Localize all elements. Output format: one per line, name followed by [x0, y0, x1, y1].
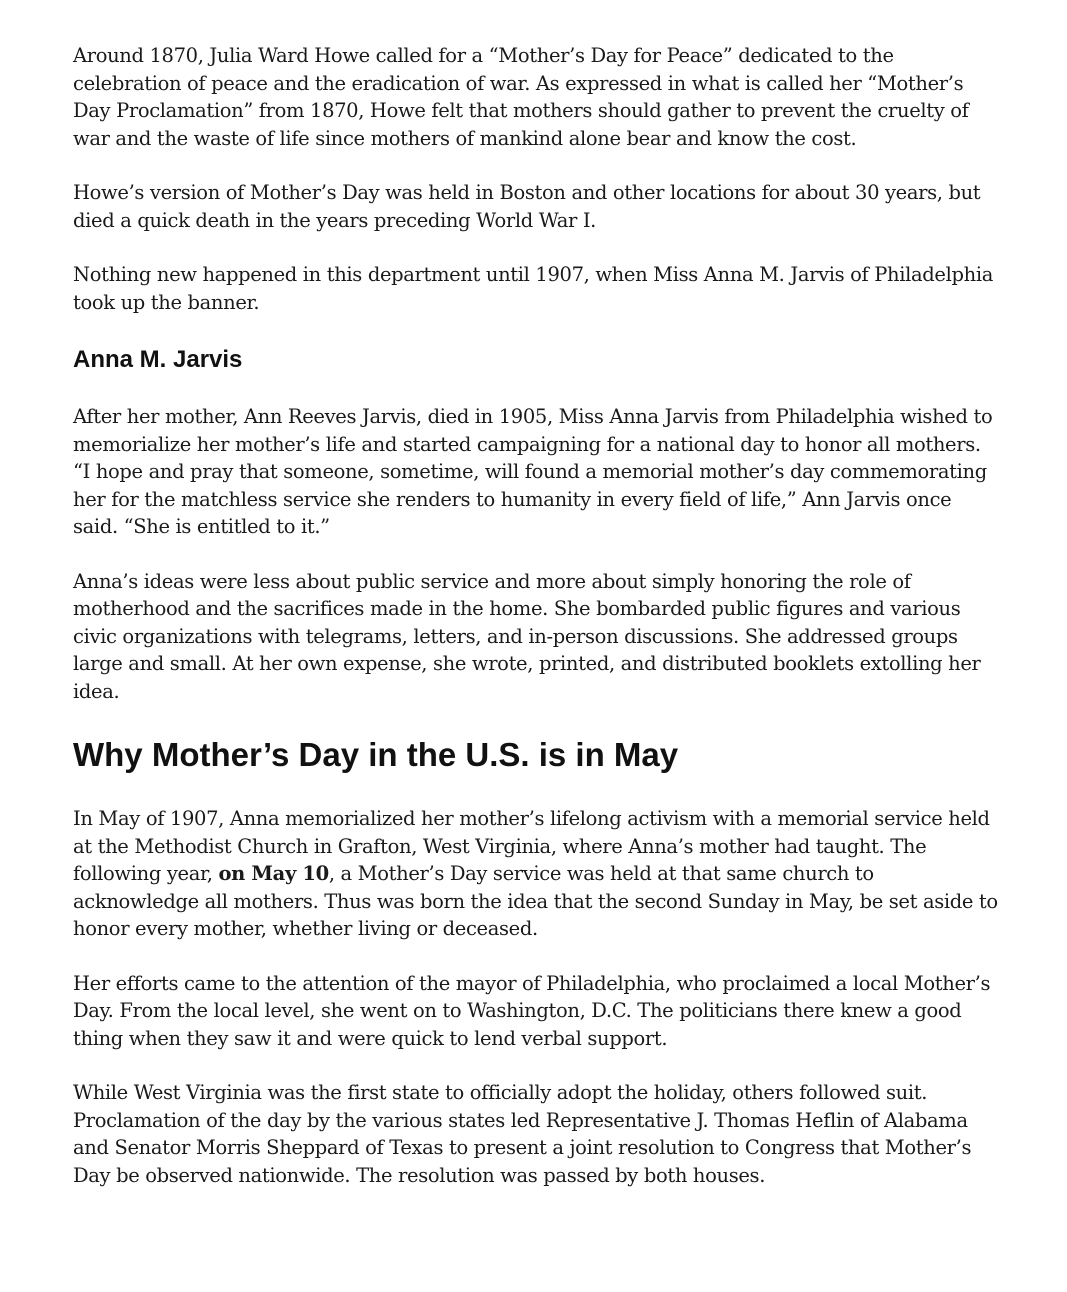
paragraph-may-1907 [73, 805, 998, 943]
paragraph-mayor-philadelphia: Her efforts came to the attention of the mayor of Philadelphia, who proclaimed a local Mother’s Day. From the local level, she went on to Washington, D.C. The politicians there knew a good thing when they saw it and were quick to lend verbal support. [73, 971, 991, 1050]
paragraph-anna-ideas: Anna’s ideas were less about public service and more about simply honoring the role of motherhood and the sacrifices made in the home. She bombarded public figures and various civic organizations with telegrams, letters, and in-person discussions. She addressed groups large and small. At her own expense, she wrote, printed, and distributed booklets extolling her idea. [73, 569, 981, 703]
paragraph-west-virginia: While West Virginia was the first state to officially adopt the holiday, others followed suit. Proclamation of the day by the various states led Representative J. Thomas Heflin of Alabama and Senator Morris Sheppard of Texas to present a joint resolution to Congress that Mother’s Day be observed nationwide. The resolution was passed by both houses. [73, 1081, 972, 1187]
document-page [73, 42, 998, 1189]
paragraph-howe-boston: Howe’s version of Mother’s Day was held in Boston and other locations for about 30 years, but died a quick death in the years preceding World War I. [73, 181, 981, 232]
may-1907-text-start: In May of 1907, Anna memorialized her mother’s lifelong activism with a memorial service held at the Methodist Church in Grafton, West Virginia, where Anna’s mother had taught. The following year, [73, 807, 990, 885]
heading-why-may: Why Mother’s Day in the U.S. is in May [73, 736, 679, 773]
paragraph-anna-mother: After her mother, Ann Reeves Jarvis, died in 1905, Miss Anna Jarvis from Philadelphia wished to memorialize her mother’s life and started campaigning for a national day to honor all mothers. “I hope and pray that someone, sometime, will found a memorial mother’s day commemorating her for the matchless service she renders to humanity in every field of life,” Ann Jarvis once said. “She is entitled to it.” [73, 405, 993, 538]
paragraph-howe-peace: Around 1870, Julia Ward Howe called for a “Mother’s Day for Peace” dedicated to the celebration of peace and the eradication of war. As expressed in what is called her “Mother’s Day Proclamation” from 1870, Howe felt that mothers should gather to prevent the cruelty of war and the waste of life since mothers of mankind alone bear and know the cost. [73, 44, 969, 150]
heading-anna-jarvis: Anna M. Jarvis [73, 346, 243, 373]
may-1907-text-end: , a Mother’s Day service was held at that same church to acknowledge all mothers. Thus was born the idea that the second Sunday in May, be set aside to honor every mother, whether living or deceased. [73, 862, 998, 940]
paragraph-nothing-new: Nothing new happened in this department until 1907, when Miss Anna M. Jarvis of Philadelphia took up the banner. [73, 263, 993, 314]
may-10-bold: on May 10 [218, 862, 329, 885]
